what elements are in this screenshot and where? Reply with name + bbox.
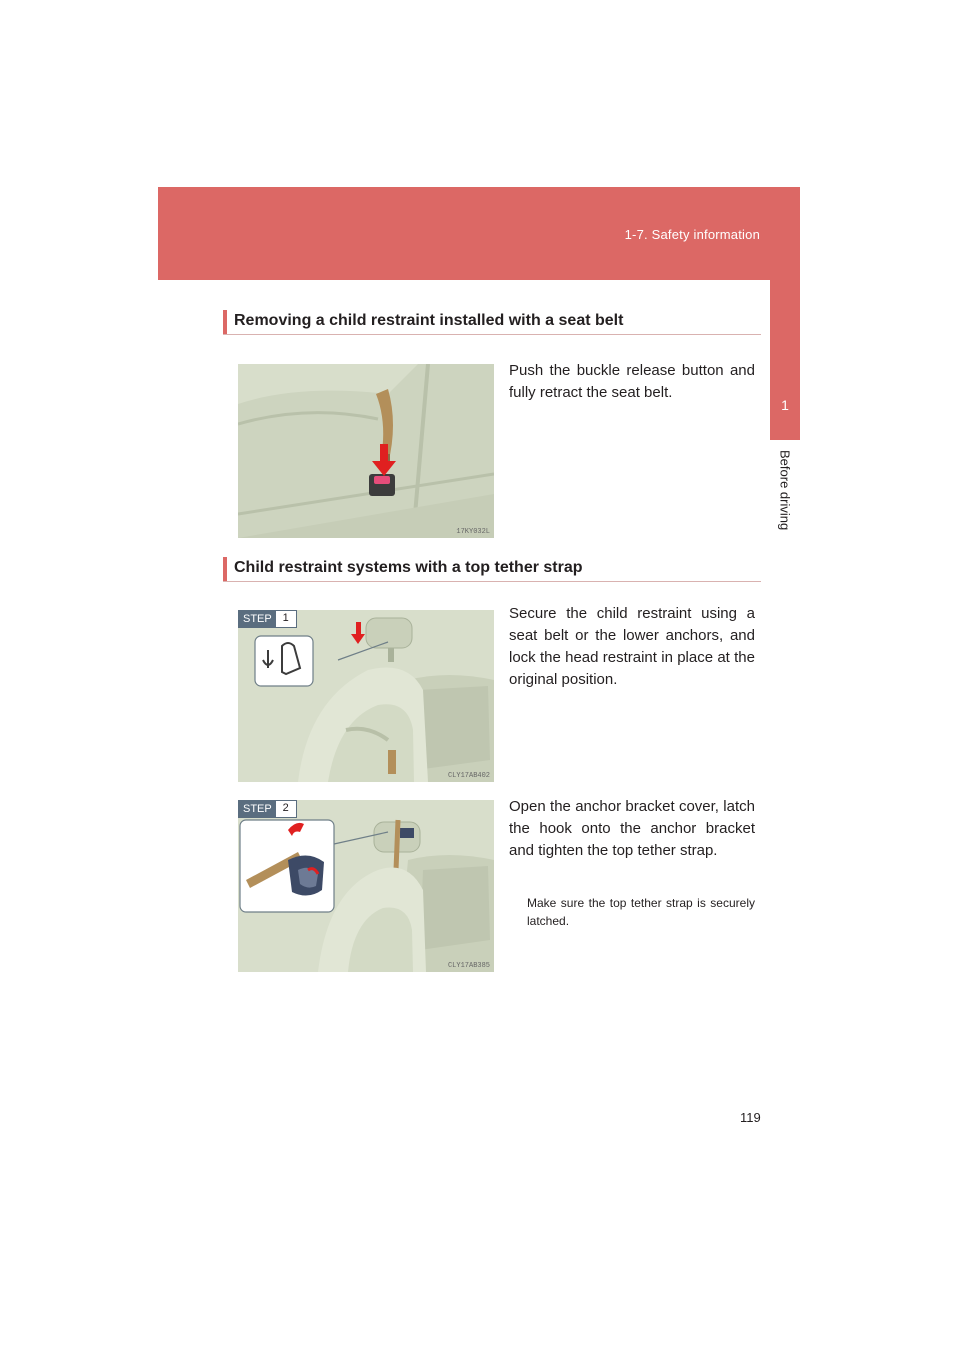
chapter-tab — [770, 280, 800, 440]
seat-belt-buckle-illustration — [238, 364, 494, 538]
step-1-text: Secure the child restraint using a seat belt or the lower anchors, and lock the head restraint in place at the original position. — [509, 605, 755, 688]
step-number: 2 — [276, 801, 296, 817]
header-band — [158, 187, 800, 280]
figure-code: 17KY032L — [456, 528, 490, 536]
step-number: 1 — [276, 611, 296, 627]
heading-accent-bar — [223, 310, 227, 334]
heading-text: Child restraint systems with a top tether strap — [234, 559, 583, 576]
child-seat-headrest-illustration — [238, 610, 494, 782]
step-1-badge — [238, 610, 297, 628]
instruction-text: Push the buckle release button and fully retract the seat belt. — [509, 362, 755, 401]
step-label: STEP — [239, 801, 276, 817]
figure-seat-belt-buckle — [238, 364, 494, 538]
section-title: 1-7. Safety information — [624, 227, 760, 242]
figure-code: CLY17AB402 — [447, 772, 490, 780]
page-number: 119 — [740, 1110, 761, 1125]
step-label: STEP — [239, 611, 276, 627]
step-2-note: Make sure the top tether strap is securely latched. — [527, 896, 755, 928]
heading-text: Removing a child restraint installed with a seat belt — [234, 312, 624, 329]
chapter-label-text: Before driving — [777, 450, 793, 531]
section-heading-top-tether — [223, 557, 761, 582]
step-2-text: Open the anchor bracket cover, latch the hook onto the anchor bracket and tighten the top tether strap. — [509, 798, 755, 859]
figure-code: CLY17AB385 — [447, 962, 490, 970]
figure-step-2 — [238, 800, 494, 972]
step-2-badge — [238, 800, 297, 818]
chapter-label — [770, 450, 800, 550]
section-heading-removing — [223, 310, 761, 335]
heading-accent-bar — [223, 557, 227, 581]
chapter-number: 1 — [781, 397, 789, 413]
anchor-bracket-illustration — [238, 800, 494, 972]
figure-step-1 — [238, 610, 494, 782]
